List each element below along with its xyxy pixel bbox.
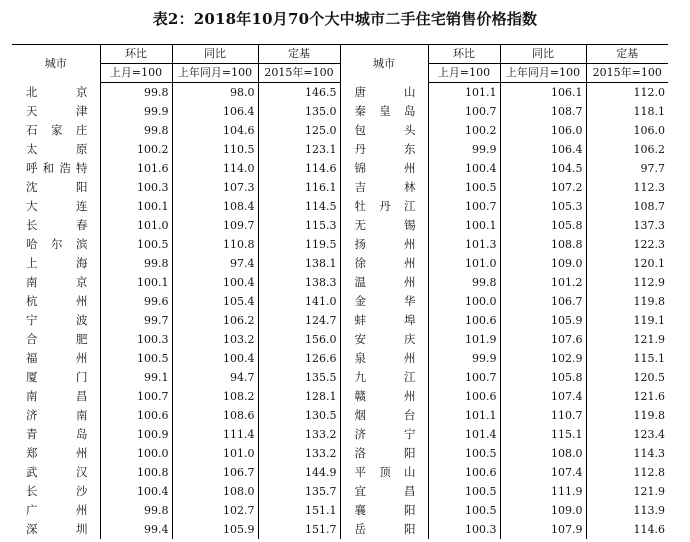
right-yoy-value: 107.4 <box>500 387 586 406</box>
table-row <box>12 102 668 121</box>
left-mom-value: 100.7 <box>100 387 172 406</box>
left-yoy-value: 105.4 <box>172 292 258 311</box>
table-row <box>12 140 668 159</box>
left-mom-value: 100.8 <box>100 463 172 482</box>
right-yoy-value: 105.3 <box>500 197 586 216</box>
table-row <box>12 197 668 216</box>
left-base-value: 135.0 <box>258 102 340 121</box>
right-base-value: 119.8 <box>633 409 665 422</box>
right-city-name: 牡丹江 <box>340 197 428 216</box>
right-mom-value: 99.9 <box>428 349 500 368</box>
right-city-name: 温 州 <box>340 273 428 292</box>
left-mom-value: 99.8 <box>100 501 172 520</box>
right-mom-value: 100.6 <box>428 463 500 482</box>
right-yoy-value: 105.9 <box>500 311 586 330</box>
left-city-name: 济 南 <box>12 406 100 425</box>
table-row <box>12 254 668 273</box>
right-city-name: 吉 林 <box>340 178 428 197</box>
header-yoy-sub-right: 上年同月=100 <box>500 64 586 83</box>
left-base-value: 114.5 <box>258 197 340 216</box>
right-mom-value: 100.5 <box>428 501 500 520</box>
left-base-value: 156.0 <box>258 330 340 349</box>
right-yoy-value: 102.9 <box>500 349 586 368</box>
right-yoy-value: 105.8 <box>500 368 586 387</box>
left-yoy-value: 108.0 <box>172 482 258 501</box>
right-mom-value: 100.4 <box>428 159 500 178</box>
right-mom-value: 100.5 <box>428 178 500 197</box>
table-row <box>12 368 668 387</box>
right-yoy-value: 107.2 <box>500 178 586 197</box>
right-mom-value: 100.2 <box>428 121 500 140</box>
right-city-name: 赣 州 <box>340 387 428 406</box>
left-mom-value: 100.3 <box>100 178 172 197</box>
left-mom-value: 100.4 <box>100 482 172 501</box>
right-base-value: 106.0 <box>633 124 665 137</box>
header-base-sub-left: 2015年=100 <box>258 64 340 83</box>
left-city-name: 武 汉 <box>12 463 100 482</box>
left-mom-value: 99.7 <box>100 311 172 330</box>
right-base-value: 112.8 <box>633 466 665 479</box>
right-mom-value: 100.7 <box>428 197 500 216</box>
right-city-name: 九 江 <box>340 368 428 387</box>
right-yoy-value: 101.2 <box>500 273 586 292</box>
left-base-value: 133.2 <box>258 425 340 444</box>
left-mom-value: 100.1 <box>100 273 172 292</box>
left-mom-value: 101.6 <box>100 159 172 178</box>
header-base-left: 定基 <box>258 45 340 64</box>
left-city-name: 呼和浩特 <box>12 159 100 178</box>
left-base-value: 151.1 <box>258 501 340 520</box>
right-yoy-value: 107.4 <box>500 463 586 482</box>
left-mom-value: 100.2 <box>100 140 172 159</box>
left-mom-value: 99.4 <box>100 520 172 539</box>
right-city-name: 济 宁 <box>340 425 428 444</box>
left-base-value: 144.9 <box>258 463 340 482</box>
right-mom-value: 100.3 <box>428 520 500 539</box>
left-base-value: 133.2 <box>258 444 340 463</box>
right-mom-value: 101.4 <box>428 425 500 444</box>
right-yoy-value: 110.7 <box>500 406 586 425</box>
right-city-name: 平顶山 <box>340 463 428 482</box>
left-yoy-value: 106.2 <box>172 311 258 330</box>
left-city-name: 天 津 <box>12 102 100 121</box>
right-city-name: 襄 阳 <box>340 501 428 520</box>
right-base-value: 106.2 <box>633 143 665 156</box>
left-yoy-value: 107.3 <box>172 178 258 197</box>
right-base-value: 118.1 <box>633 105 665 118</box>
table-row <box>12 501 668 520</box>
right-yoy-value: 105.8 <box>500 216 586 235</box>
left-mom-value: 100.6 <box>100 406 172 425</box>
right-base-value: 120.5 <box>633 371 665 384</box>
left-base-value: 128.1 <box>258 387 340 406</box>
left-base-value: 138.1 <box>258 254 340 273</box>
left-mom-value: 99.1 <box>100 368 172 387</box>
table-row <box>12 330 668 349</box>
right-city-name: 安 庆 <box>340 330 428 349</box>
right-mom-value: 100.7 <box>428 368 500 387</box>
left-city-name: 宁 波 <box>12 311 100 330</box>
right-base-value: 137.3 <box>633 219 665 232</box>
left-base-value: 125.0 <box>258 121 340 140</box>
right-base-value: 120.1 <box>633 257 665 270</box>
right-yoy-value: 106.4 <box>500 140 586 159</box>
table-row <box>12 387 668 406</box>
right-city-name: 金 华 <box>340 292 428 311</box>
right-city-name: 烟 台 <box>340 406 428 425</box>
header-mom-right: 环比 <box>428 45 500 64</box>
left-mom-value: 101.0 <box>100 216 172 235</box>
header-yoy-right: 同比 <box>500 45 586 64</box>
right-base-value: 114.3 <box>633 447 665 460</box>
left-base-value: 119.5 <box>258 235 340 254</box>
right-base-value: 113.9 <box>633 504 665 517</box>
right-mom-value: 101.0 <box>428 254 500 273</box>
left-yoy-value: 106.4 <box>172 102 258 121</box>
right-yoy-value: 108.0 <box>500 444 586 463</box>
left-city-name: 南 昌 <box>12 387 100 406</box>
right-city-name: 无 锡 <box>340 216 428 235</box>
table-row <box>12 273 668 292</box>
left-yoy-value: 103.2 <box>172 330 258 349</box>
right-yoy-value: 111.9 <box>500 482 586 501</box>
left-base-value: 123.1 <box>258 140 340 159</box>
right-city-name: 泉 州 <box>340 349 428 368</box>
right-mom-value: 100.0 <box>428 292 500 311</box>
left-base-value: 115.3 <box>258 216 340 235</box>
table-row <box>12 425 668 444</box>
right-mom-value: 100.6 <box>428 311 500 330</box>
left-city-name: 青 岛 <box>12 425 100 444</box>
header-mom-left: 环比 <box>100 45 172 64</box>
right-yoy-value: 104.5 <box>500 159 586 178</box>
right-yoy-value: 109.0 <box>500 501 586 520</box>
price-index-table <box>12 44 668 539</box>
header-city-right: 城市 <box>340 45 428 83</box>
left-mom-value: 99.8 <box>100 254 172 273</box>
header-city-left: 城市 <box>12 45 100 83</box>
left-city-name: 大 连 <box>12 197 100 216</box>
left-yoy-value: 111.4 <box>172 425 258 444</box>
left-yoy-value: 109.7 <box>172 216 258 235</box>
right-mom-value: 100.5 <box>428 482 500 501</box>
left-yoy-value: 104.6 <box>172 121 258 140</box>
left-city-name: 沈 阳 <box>12 178 100 197</box>
table-row <box>12 216 668 235</box>
left-mom-value: 100.3 <box>100 330 172 349</box>
header-yoy-left: 同比 <box>172 45 258 64</box>
right-base-value: 114.6 <box>633 523 665 536</box>
left-city-name: 广 州 <box>12 501 100 520</box>
left-base-value: 151.7 <box>258 520 340 539</box>
left-base-value: 126.6 <box>258 349 340 368</box>
left-mom-value: 100.0 <box>100 444 172 463</box>
left-base-value: 135.7 <box>258 482 340 501</box>
right-mom-value: 101.1 <box>428 83 500 103</box>
right-yoy-value: 107.9 <box>500 520 586 539</box>
header-yoy-sub-left: 上年同月=100 <box>172 64 258 83</box>
right-city-name: 包 头 <box>340 121 428 140</box>
header-base-sub-right: 2015年=100 <box>586 64 668 83</box>
right-mom-value: 99.8 <box>428 273 500 292</box>
right-base-value: 108.7 <box>633 200 665 213</box>
right-yoy-value: 108.7 <box>500 102 586 121</box>
left-yoy-value: 114.0 <box>172 159 258 178</box>
table-row <box>12 406 668 425</box>
right-mom-value: 100.5 <box>428 444 500 463</box>
right-base-value: 112.0 <box>633 86 665 99</box>
left-base-value: 135.5 <box>258 368 340 387</box>
table-row <box>12 235 668 254</box>
right-city-name: 锦 州 <box>340 159 428 178</box>
right-mom-value: 101.3 <box>428 235 500 254</box>
left-city-name: 福 州 <box>12 349 100 368</box>
left-base-value: 146.5 <box>258 83 340 103</box>
right-base-value: 121.9 <box>633 333 665 346</box>
left-yoy-value: 98.0 <box>172 83 258 103</box>
left-city-name: 太 原 <box>12 140 100 159</box>
left-yoy-value: 97.4 <box>172 254 258 273</box>
left-city-name: 长 春 <box>12 216 100 235</box>
header-base-right: 定基 <box>586 45 668 64</box>
left-mom-value: 100.5 <box>100 349 172 368</box>
table-body <box>12 83 668 540</box>
right-base-value: 119.8 <box>633 295 665 308</box>
table-row <box>12 83 668 103</box>
right-yoy-value: 106.1 <box>500 83 586 103</box>
left-mom-value: 99.6 <box>100 292 172 311</box>
left-base-value: 116.1 <box>258 178 340 197</box>
left-yoy-value: 108.4 <box>172 197 258 216</box>
table-row <box>12 159 668 178</box>
right-base-value: 115.1 <box>633 352 665 365</box>
table-row <box>12 178 668 197</box>
left-mom-value: 100.9 <box>100 425 172 444</box>
left-yoy-value: 108.2 <box>172 387 258 406</box>
table-row <box>12 292 668 311</box>
left-yoy-value: 101.0 <box>172 444 258 463</box>
table-row <box>12 482 668 501</box>
left-mom-value: 100.1 <box>100 197 172 216</box>
table-row <box>12 444 668 463</box>
right-base-value: 121.6 <box>633 390 665 403</box>
left-base-value: 124.7 <box>258 311 340 330</box>
right-base-value: 112.3 <box>633 181 665 194</box>
table-row <box>12 463 668 482</box>
left-base-value: 138.3 <box>258 273 340 292</box>
left-city-name: 南 京 <box>12 273 100 292</box>
right-yoy-value: 109.0 <box>500 254 586 273</box>
left-yoy-value: 110.8 <box>172 235 258 254</box>
left-city-name: 郑 州 <box>12 444 100 463</box>
left-mom-value: 99.9 <box>100 102 172 121</box>
table-row <box>12 520 668 539</box>
left-city-name: 石家庄 <box>12 121 100 140</box>
right-base-value: 112.9 <box>633 276 665 289</box>
left-mom-value: 100.5 <box>100 235 172 254</box>
right-base-value: 119.1 <box>633 314 665 327</box>
table-row <box>12 121 668 140</box>
left-yoy-value: 100.4 <box>172 273 258 292</box>
left-city-name: 哈尔滨 <box>12 235 100 254</box>
right-city-name: 丹 东 <box>340 140 428 159</box>
left-city-name: 上 海 <box>12 254 100 273</box>
right-mom-value: 101.9 <box>428 330 500 349</box>
right-base-value: 121.9 <box>633 485 665 498</box>
right-mom-value: 101.1 <box>428 406 500 425</box>
right-mom-value: 100.1 <box>428 216 500 235</box>
right-city-name: 蚌 埠 <box>340 311 428 330</box>
header-mom-sub-right: 上月=100 <box>428 64 500 83</box>
left-yoy-value: 94.7 <box>172 368 258 387</box>
table-header <box>12 45 668 83</box>
left-mom-value: 99.8 <box>100 83 172 103</box>
left-city-name: 深 圳 <box>12 520 100 539</box>
right-mom-value: 100.7 <box>428 102 500 121</box>
right-city-name: 岳 阳 <box>340 520 428 539</box>
right-city-name: 洛 阳 <box>340 444 428 463</box>
left-city-name: 厦 门 <box>12 368 100 387</box>
left-city-name: 杭 州 <box>12 292 100 311</box>
left-yoy-value: 106.7 <box>172 463 258 482</box>
left-yoy-value: 105.9 <box>172 520 258 539</box>
right-base-value: 123.4 <box>633 428 665 441</box>
right-city-name: 扬 州 <box>340 235 428 254</box>
left-base-value: 141.0 <box>258 292 340 311</box>
left-yoy-value: 110.5 <box>172 140 258 159</box>
table-title: 表2：2018年10月70个大中城市二手住宅销售价格指数 <box>152 10 538 28</box>
right-mom-value: 100.6 <box>428 387 500 406</box>
left-city-name: 合 肥 <box>12 330 100 349</box>
left-mom-value: 99.8 <box>100 121 172 140</box>
left-base-value: 114.6 <box>258 159 340 178</box>
right-yoy-value: 107.6 <box>500 330 586 349</box>
right-yoy-value: 115.1 <box>500 425 586 444</box>
right-city-name: 秦皇岛 <box>340 102 428 121</box>
left-yoy-value: 100.4 <box>172 349 258 368</box>
right-yoy-value: 106.0 <box>500 121 586 140</box>
left-base-value: 130.5 <box>258 406 340 425</box>
table-row <box>12 349 668 368</box>
right-mom-value: 99.9 <box>428 140 500 159</box>
right-city-name: 宜 昌 <box>340 482 428 501</box>
right-base-value: 122.3 <box>633 238 665 251</box>
right-city-name: 徐 州 <box>340 254 428 273</box>
left-yoy-value: 102.7 <box>172 501 258 520</box>
table-row <box>12 311 668 330</box>
right-base-value: 97.7 <box>640 162 665 175</box>
header-mom-sub-left: 上月=100 <box>100 64 172 83</box>
right-city-name: 唐 山 <box>340 83 428 103</box>
right-yoy-value: 106.7 <box>500 292 586 311</box>
left-city-name: 北 京 <box>12 83 100 103</box>
left-yoy-value: 108.6 <box>172 406 258 425</box>
right-yoy-value: 108.8 <box>500 235 586 254</box>
left-city-name: 长 沙 <box>12 482 100 501</box>
